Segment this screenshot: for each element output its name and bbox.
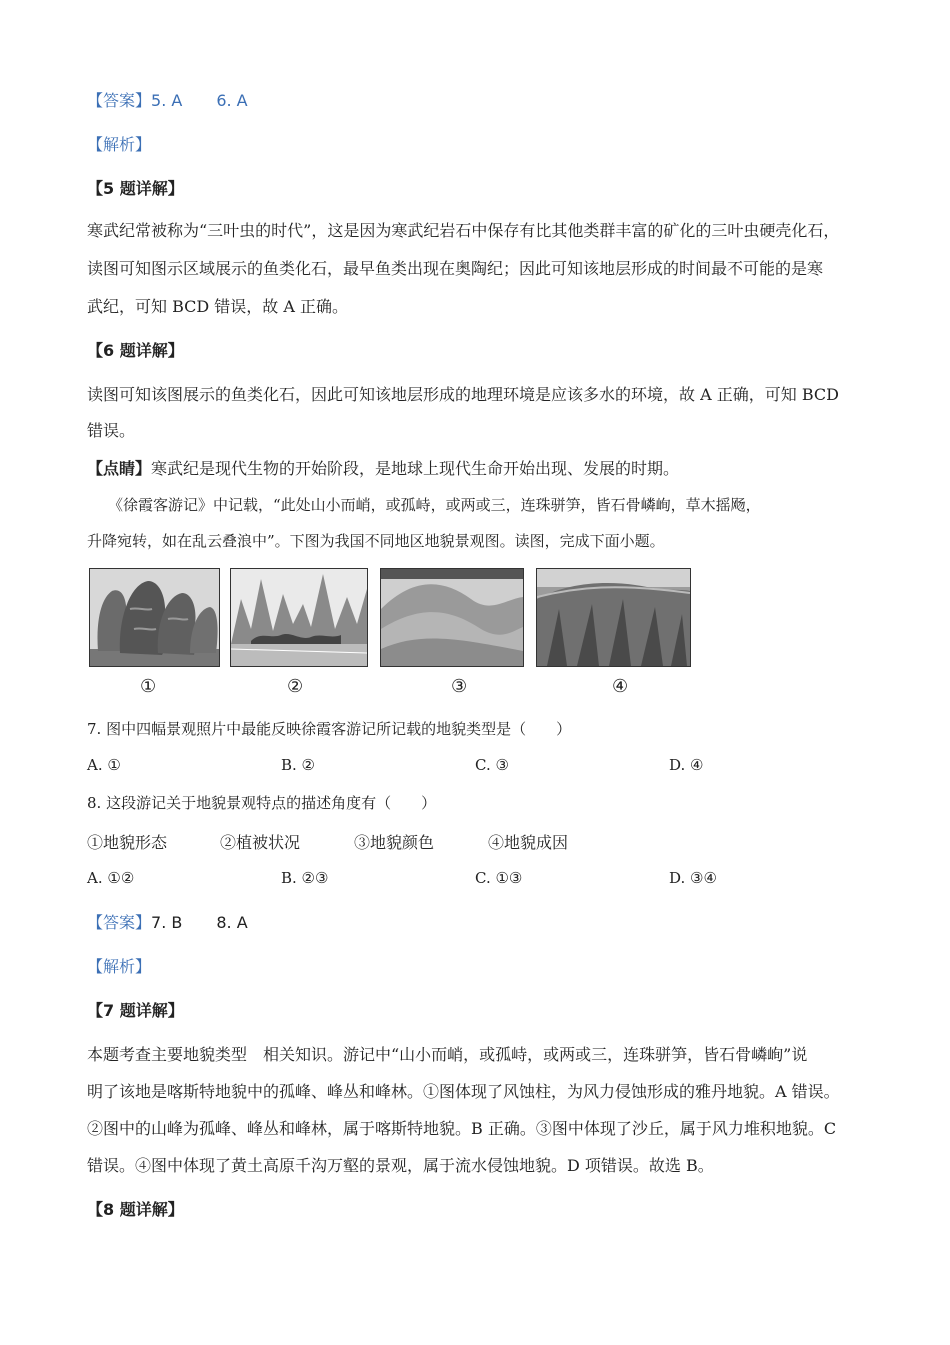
photo-2-karst-peaks <box>230 568 368 667</box>
jiexi-label-2: 【解析】 <box>87 957 152 976</box>
q5-line-2: 读图可知图示区域展示的鱼类化石，最早鱼类出现在奥陶纪；因此可知该地层形成的时间最不可能的是寒 <box>87 259 824 278</box>
answer-5: 5. A <box>151 91 183 110</box>
dianjing-text: 寒武纪是现代生物的开始阶段，是地球上现代生命开始出现、发展的时期。 <box>151 459 680 478</box>
dianjing-label: 【点睛】 <box>87 459 152 478</box>
answer-7: 7. B <box>151 913 183 932</box>
q7-line-3: ②图中的山峰为孤峰、峰丛和峰林，属于喀斯特地貌。B 正确。③图中体现了沙丘，属于风力堆积地貌。C <box>87 1119 837 1138</box>
q8-option-d: D. ③④ <box>669 869 717 887</box>
intro-line-2: 升降宛转，如在乱云叠浪中”。下图为我国不同地区地貌景观图。读图，完成下面小题。 <box>87 532 665 550</box>
q8-option-a: A. ①② <box>87 869 135 887</box>
q6-line-1: 读图可知该图展示的鱼类化石，因此可知该地层形成的地理环境是应该多水的环境，故 A 正确，可知 BCD <box>87 385 839 404</box>
q7-option-a: A. ① <box>87 756 121 774</box>
jiexi-label-1: 【解析】 <box>87 135 152 154</box>
photo-label-4: ④ <box>612 676 629 697</box>
photo-1-yardang-pillars <box>89 568 220 667</box>
photo-4-loess-gullies <box>536 568 691 667</box>
answer-label: 【答案】 <box>87 91 152 110</box>
q7-detail-heading: 【7 题详解】 <box>87 1001 184 1020</box>
photo-3-sand-dunes <box>380 568 524 667</box>
photo-label-3: ③ <box>451 676 468 697</box>
answer-line-2 <box>87 910 248 933</box>
q5-detail-heading: 【5 题详解】 <box>87 179 184 198</box>
q8-option-c: C. ①③ <box>475 869 523 887</box>
q6-line-2: 错误。 <box>87 421 136 440</box>
q8-item-4: ④地貌成因 <box>488 833 569 852</box>
q8-stem: 8. 这段游记关于地貌景观特点的描述角度有（ ） <box>87 794 437 812</box>
photo-label-2: ② <box>287 676 304 697</box>
q7-option-c: C. ③ <box>475 756 509 774</box>
q5-line-3: 武纪，可知 BCD 错误，故 A 正确。 <box>87 297 349 316</box>
answer-8: 8. A <box>216 913 248 932</box>
answer-label: 【答案】 <box>87 913 152 932</box>
answer-6: 6. A <box>216 91 248 110</box>
q8-option-b: B. ②③ <box>281 869 329 887</box>
q7-line-2: 明了该地是喀斯特地貌中的孤峰、峰丛和峰林。①图体现了风蚀柱，为风力侵蚀形成的雅丹地貌。A 错误。 <box>87 1082 840 1101</box>
dianjing-line <box>87 456 679 479</box>
q8-item-2: ②植被状况 <box>220 833 301 852</box>
answer-line-1 <box>87 88 248 111</box>
q7-line-4: 错误。④图中体现了黄土高原千沟万壑的景观，属于流水侵蚀地貌。D 项错误。故选 B。 <box>87 1156 714 1175</box>
q7-stem: 7. 图中四幅景观照片中最能反映徐霞客游记所记载的地貌类型是（ ） <box>87 720 572 738</box>
intro-line-1: 《徐霞客游记》中记载，“此处山小而峭，或孤峙，或两或三，连珠骈笋，皆石骨嶙峋，草木摇飏， <box>108 496 761 514</box>
q7-option-b: B. ② <box>281 756 316 774</box>
q5-line-1: 寒武纪常被称为“三叶虫的时代”，这是因为寒武纪岩石中保存有比其他类群丰富的矿化的三叶虫硬壳化石， <box>87 221 840 240</box>
q7-option-d: D. ④ <box>669 756 704 774</box>
q8-detail-heading: 【8 题详解】 <box>87 1200 184 1219</box>
photo-label-1: ① <box>140 676 157 697</box>
q6-detail-heading: 【6 题详解】 <box>87 341 184 360</box>
q8-item-3: ③地貌颜色 <box>354 833 435 852</box>
q8-item-1: ①地貌形态 <box>87 833 168 852</box>
q7-line-1: 本题考查主要地貌类型 相关知识。游记中“山小而峭，或孤峙，或两或三，连珠骈笋，皆石骨嶙峋”说 <box>87 1045 808 1064</box>
